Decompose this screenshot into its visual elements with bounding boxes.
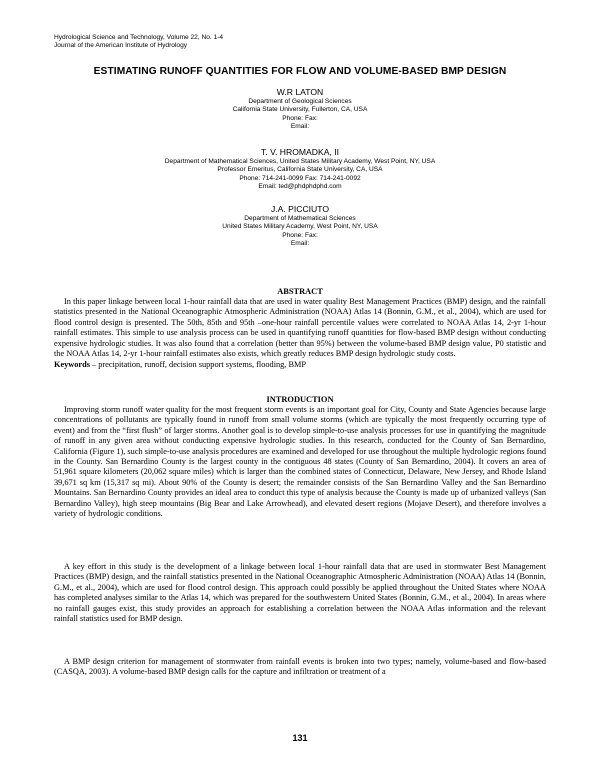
page-number: 131 (292, 733, 308, 743)
introduction-heading: INTRODUCTION (266, 395, 334, 404)
abstract-heading: ABSTRACT (277, 287, 323, 296)
author-phone: Phone: Fax: (282, 114, 318, 122)
author-email: Email: (290, 122, 310, 130)
author-block-2 (0, 147, 600, 191)
author-affiliation: United States Military Academy, West Point, NY, USA (222, 223, 378, 231)
introduction-body-3 (54, 657, 546, 678)
abstract-body (54, 297, 546, 359)
journal-volume: Hydrological Science and Technology, Volume 22, No. 1-4 (54, 34, 224, 41)
introduction-body (54, 405, 546, 519)
intro-paragraph: A BMP design criterion for management of stormwater from rainfall events is broken into two types; namely, volume-based and flow-based (CASQA, 2003). A volume-based BMP design calls for the capture and infiltration or treatment of a (54, 657, 546, 677)
author-block-3 (0, 204, 600, 248)
abstract-text: In this paper linkage between local 1-hour rainfall data that are used in water quality Best Management Practices (BMP) design, and the rainfall statistics presented in the National Oceanographic Atmospheric Administration (NOAA) Atlas 14 (Bonnin, G.M., et al., 2004), which are used for flood control design is presented. The 50th, 85th and 95th –one-hour rainfall percentile values were correlated to NOAA Atlas 14, 2-yr 1-hour rainfall estimates. This simple to use analysis process can be used in quantifying runoff quantities for flow-based BMP design without conducting expensive hydrologic studies. It was also found that a correlation (better than 95%) between the volume-based BMP design value, P0 statistic and the NOAA Atlas 14, 2-yr 1-hour rainfall estimates also exists, which greatly reduces BMP design hydrologic study costs. (54, 297, 546, 359)
keywords-label: Keywords (54, 360, 90, 369)
author-affiliation: California State University, Fullerton, CA, USA (232, 106, 368, 114)
author-affiliation: Department of Mathematical Sciences, United States Military Academy, West Point, NY, USA (164, 158, 436, 165)
author-email: Email: ted@phdphdphd.com (258, 182, 342, 190)
author-affiliation: Department of Mathematical Sciences (244, 215, 356, 222)
keywords (54, 360, 546, 370)
author-name: T. V. HROMADKA, II (261, 147, 339, 157)
author-name: W.R LATON (276, 87, 324, 97)
intro-paragraph: A key effort in this study is the development of a linkage between local 1-hour rainfall data that are used in stormwater Best Management Practices (BMP) design, and the rainfall statistics presented in the National Oceanographic Atmospheric Administration (NOAA) Atlas 14 (Bonnin, G.M., et al., 2004), which are used for flood control design. This approach could possibly be applied throughout the United States where NOAA has completed analyses similar to the Atlas 14, which was prepared for the southwestern United States (Bonnin, G.M., et al., 2004). In areas where no rainfall gauges exist, this study provides an approach for establishing a correlation between the NOAA Atlas information and the relevant rainfall statistics used for BMP design. (54, 562, 546, 624)
paper-title: ESTIMATING RUNOFF QUANTITIES FOR FLOW AND VOLUME-BASED BMP DESIGN (93, 66, 507, 77)
author-phone: Phone: 714-241-0099 Fax: 714-241-0092 (239, 174, 361, 182)
author-email: Email: (290, 239, 310, 247)
introduction-body-2 (54, 562, 546, 624)
author-name: J.A. PICCIUTO (270, 204, 330, 214)
journal-header (54, 34, 223, 51)
journal-name: Journal of the American Institute of Hydrology (54, 42, 188, 50)
intro-paragraph: Improving storm runoff water quality for the most frequent storm events is an important goal for City, County and State Agencies because large concentrations of pollutants are typically found in runoff from small volume storms (which are typically the most frequently occurring type of event) and from the “first flush” of larger storms. Another goal is to develop simple-to-use analysis processes for use in quantifying the magnitude of runoff in any given area without conducting expensive hydrologic studies. In this research, conducted for the County of San Bernardino, California (Figure 1), such simple-to-use analysis procedures are examined and developed for use throughout the multiple hydrologic regions found in the County. San Bernardino County is the largest county in the contiguous 48 states (County of San Bernardino, 2004). It covers an area of 51,961 square kilometers (20,062 square miles) which is larger than the combined states of Connecticut, Delaware, New Jersey, and Rhode Island 39,671 sq km (15,317 sq mi). About 90% of the County is desert; the remainder consists of the San Bernardino Valley and the San Bernardino Mountains. San Bernardino County provides an ideal area to conduct this type of analysis because the County is made up of urbanized valleys (San Bernardino Valley), high steep mountains (Big Bear and Lake Arrowhead), and elevated desert regions (Mojave Desert), and therefore involves a variety of hydrologic conditions. (54, 405, 546, 519)
author-affiliation: Department of Geological Sciences (248, 98, 352, 105)
author-phone: Phone: Fax: (282, 231, 318, 239)
keywords-text: – precipitation, runoff, decision support systems, flooding, BMP (89, 360, 306, 369)
author-affiliation: Professor Emeritus, California State University, CA, USA (217, 166, 383, 174)
author-block-1 (0, 87, 600, 131)
